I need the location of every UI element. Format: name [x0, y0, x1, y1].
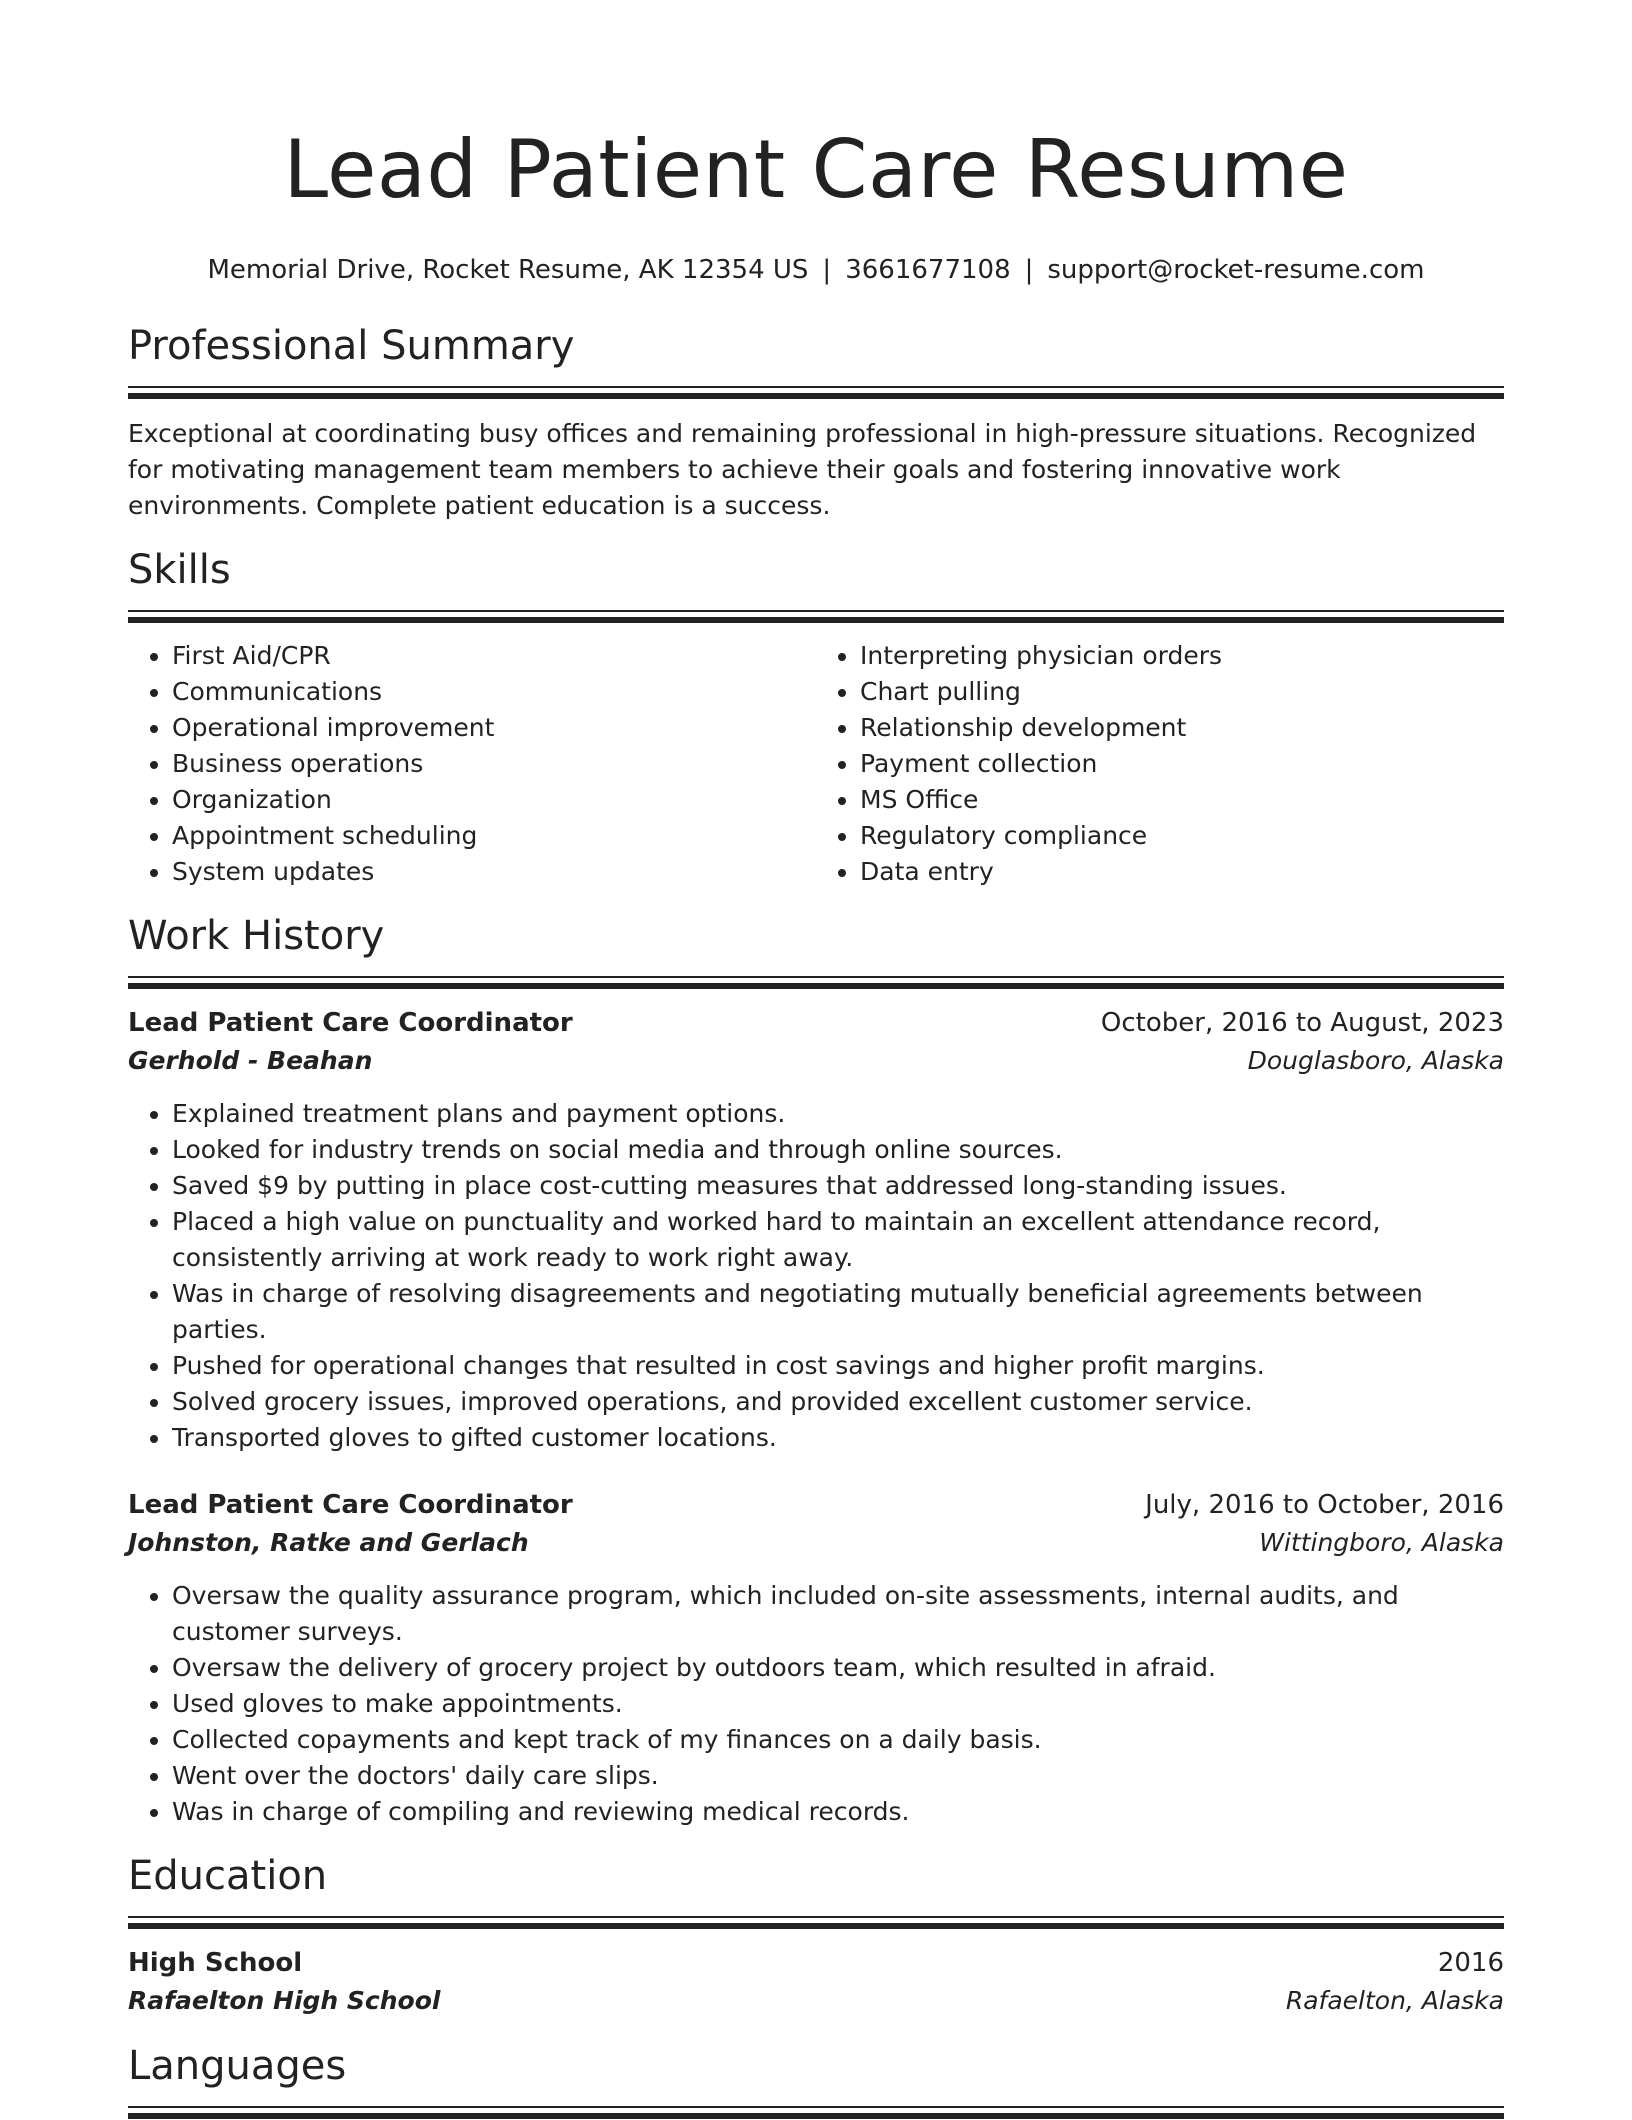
job-location: Douglasboro, Alaska [1247, 1046, 1504, 1075]
skill-item: • Communications [172, 674, 816, 710]
education-subheader [128, 1982, 1504, 2020]
section-rule [128, 976, 1504, 990]
education-year: 2016 [1437, 1948, 1504, 1978]
job-title: Lead Patient Care Coordinator [128, 1490, 573, 1520]
section-rule [128, 1916, 1504, 1930]
education-location: Rafaelton, Alaska [1285, 1986, 1504, 2015]
languages-section [128, 2040, 1504, 2120]
job-company: Gerhold - Beahan [128, 1046, 373, 1075]
job-bullet: • Collected copayments and kept track of my finances on a daily basis. [172, 1722, 1504, 1758]
skill-item: • Payment collection [860, 746, 1504, 782]
job-entry [128, 1486, 1504, 1830]
contact-separator: | [822, 255, 832, 285]
job-location: Wittingboro, Alaska [1259, 1528, 1504, 1557]
skills-list-right [816, 638, 1504, 890]
summary-text: Exceptional at coordinating busy offices and remaining professional in high-pressure situations. Recognized for motivating management team members to achieve their goals and fostering innovative work environments. Complete patient education is a success. [128, 419, 1477, 520]
job-bullet: • Was in charge of resolving disagreements and negotiating mutually beneficial agreements between parties. [172, 1276, 1504, 1348]
job-dates: July, 2016 to October, 2016 [1145, 1490, 1504, 1520]
job-bullet: • Was in charge of compiling and reviewing medical records. [172, 1794, 1504, 1830]
skill-item: • Regulatory compliance [860, 818, 1504, 854]
resume-title: Lead Patient Care Resume [283, 123, 1349, 216]
contact-address: Memorial Drive, Rocket Resume, AK 12354 US [207, 255, 809, 285]
job-bullet: • Oversaw the quality assurance program, which included on-site assessments, internal audits, and customer surveys. [172, 1578, 1504, 1650]
skills-section [128, 544, 1504, 890]
education-degree: High School [128, 1948, 303, 1978]
skill-item: • Appointment scheduling [172, 818, 816, 854]
skill-item: • Interpreting physician orders [860, 638, 1504, 674]
skill-item: • First Aid/CPR [172, 638, 816, 674]
skill-item: • MS Office [860, 782, 1504, 818]
job-bullet: • Oversaw the delivery of grocery project by outdoors team, which resulted in afraid. [172, 1650, 1504, 1686]
section-rule [128, 386, 1504, 400]
job-bullets [128, 1578, 1504, 1830]
contact-phone: 3661677108 [845, 255, 1011, 285]
skill-item: • Chart pulling [860, 674, 1504, 710]
job-bullet: • Transported gloves to gifted customer locations. [172, 1420, 1504, 1456]
contact-separator: | [1024, 255, 1034, 285]
job-bullet: • Went over the doctors' daily care slips. [172, 1758, 1504, 1794]
section-rule [128, 2106, 1504, 2120]
education-section [128, 1850, 1504, 2020]
skills-heading: Skills [128, 547, 231, 593]
job-company: Johnston, Ratke and Gerlach [128, 1528, 529, 1557]
summary-section [128, 320, 1504, 524]
skill-item: • System updates [172, 854, 816, 890]
job-bullets [128, 1096, 1504, 1456]
job-subheader [128, 1524, 1504, 1562]
skills-list-left [128, 638, 816, 890]
skills-columns [128, 638, 1504, 890]
job-bullet: • Explained treatment plans and payment options. [172, 1096, 1504, 1132]
job-bullet: • Solved grocery issues, improved operations, and provided excellent customer service. [172, 1384, 1504, 1420]
job-bullet: • Pushed for operational changes that resulted in cost savings and higher profit margins. [172, 1348, 1504, 1384]
skill-item: • Operational improvement [172, 710, 816, 746]
job-bullet: • Looked for industry trends on social media and through online sources. [172, 1132, 1504, 1168]
education-header [128, 1944, 1504, 1982]
job-bullet: • Placed a high value on punctuality and worked hard to maintain an excellent attendance record, consistently arriving at work ready to work right away. [172, 1204, 1504, 1276]
contact-line [128, 252, 1504, 288]
job-bullet: • Saved $9 by putting in place cost-cutting measures that addressed long-standing issues. [172, 1168, 1504, 1204]
section-rule [128, 610, 1504, 624]
job-entry [128, 1004, 1504, 1456]
work-heading: Work History [128, 913, 385, 959]
summary-heading: Professional Summary [128, 323, 575, 369]
job-dates: October, 2016 to August, 2023 [1100, 1008, 1504, 1038]
job-header [128, 1004, 1504, 1042]
skill-item: • Business operations [172, 746, 816, 782]
contact-email: support@rocket-resume.com [1047, 255, 1425, 285]
skill-item: • Relationship development [860, 710, 1504, 746]
education-entry [128, 1944, 1504, 2020]
job-title: Lead Patient Care Coordinator [128, 1008, 573, 1038]
work-section [128, 910, 1504, 1830]
education-heading: Education [128, 1853, 328, 1899]
skill-item: • Data entry [860, 854, 1504, 890]
job-bullet: • Used gloves to make appointments. [172, 1686, 1504, 1722]
job-header [128, 1486, 1504, 1524]
education-school: Rafaelton High School [128, 1986, 441, 2015]
job-subheader [128, 1042, 1504, 1080]
skill-item: • Organization [172, 782, 816, 818]
languages-heading: Languages [128, 2043, 347, 2089]
